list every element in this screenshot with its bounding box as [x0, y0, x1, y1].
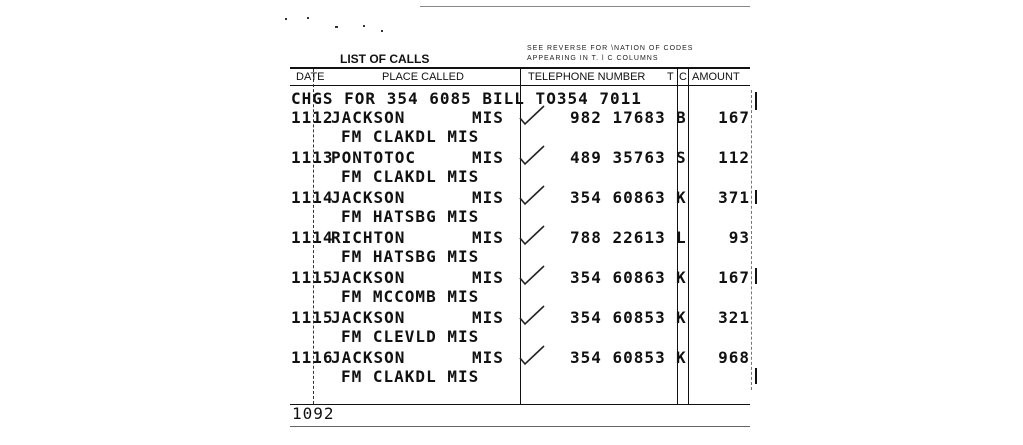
call-date: 1114 — [291, 228, 334, 247]
call-code: K — [676, 308, 687, 327]
amount-divider — [751, 90, 752, 390]
call-state: MIS — [472, 268, 504, 287]
call-date: 1116 — [291, 348, 334, 367]
checkmark-icon — [516, 262, 546, 286]
call-place: JACKSON — [331, 308, 406, 327]
call-number: 354 60863 — [570, 268, 666, 287]
call-amount: 167 — [718, 108, 750, 127]
checkmark-icon — [516, 142, 546, 166]
call-place: JACKSON — [331, 348, 406, 367]
checkmark-icon — [516, 222, 546, 246]
checkmark-icon — [516, 302, 546, 326]
call-number: 982 17683 — [570, 108, 666, 127]
footer-rule — [290, 404, 750, 405]
call-number: 354 60853 — [570, 348, 666, 367]
call-origin: FM HATSBG MIS — [341, 247, 480, 266]
call-number: 788 22613 — [570, 228, 666, 247]
call-date: 1115 — [291, 268, 334, 287]
reverse-note-line1: SEE REVERSE FOR \NATION OF CODES — [527, 45, 694, 52]
call-number: 489 35763 — [570, 148, 666, 167]
call-amount: 968 — [718, 348, 750, 367]
call-date: 1115 — [291, 308, 334, 327]
checkmark-icon — [516, 342, 546, 366]
col-header-telephone: TELEPHONE NUMBER — [528, 71, 646, 83]
call-state: MIS — [472, 308, 504, 327]
call-state: MIS — [472, 348, 504, 367]
call-place: RICHTON — [331, 228, 406, 247]
scan-marks — [285, 14, 405, 34]
reverse-note-line2: APPEARING IN T. l C COLUMNS — [527, 55, 659, 62]
call-amount: 93 — [728, 228, 750, 247]
call-code: K — [676, 188, 687, 207]
call-amount: 167 — [718, 268, 750, 287]
call-amount: 371 — [718, 188, 750, 207]
call-state: MIS — [472, 108, 504, 127]
checkmark-icon — [516, 102, 546, 126]
call-code: L — [676, 228, 687, 247]
call-origin: FM CLEVLD MIS — [341, 327, 480, 346]
col-header-amount: AMOUNT — [692, 71, 740, 83]
checkmark-icon — [516, 182, 546, 206]
c-divider — [688, 67, 689, 404]
call-code: S — [676, 148, 687, 167]
call-date: 1114 — [291, 188, 334, 207]
call-amount: 321 — [718, 308, 750, 327]
call-state: MIS — [472, 148, 504, 167]
col-header-c: C — [679, 71, 687, 83]
call-state: MIS — [472, 228, 504, 247]
call-place: JACKSON — [331, 108, 406, 127]
call-place: JACKSON — [331, 268, 406, 287]
col-header-t: T — [667, 71, 674, 83]
call-origin: FM MCCOMB MIS — [341, 287, 480, 306]
call-code: K — [676, 348, 687, 367]
footer-code: 1092 — [292, 404, 335, 423]
bottom-rule — [290, 426, 750, 427]
call-number: 354 60853 — [570, 308, 666, 327]
call-code: K — [676, 268, 687, 287]
list-title: LIST OF CALLS — [340, 52, 430, 66]
col-header-place: PLACE CALLED — [382, 71, 464, 83]
call-place: JACKSON — [331, 188, 406, 207]
call-code: B — [676, 108, 687, 127]
call-state: MIS — [472, 188, 504, 207]
col-header-date: DATE — [296, 71, 325, 83]
call-date: 1112 — [291, 108, 334, 127]
call-origin: FM CLAKDL MIS — [341, 167, 480, 186]
call-number: 354 60863 — [570, 188, 666, 207]
charges-line: CHGS FOR 354 6085 BILL TO354 7011 — [291, 89, 642, 108]
call-origin: FM HATSBG MIS — [341, 207, 480, 226]
call-amount: 112 — [718, 148, 750, 167]
call-origin: FM CLAKDL MIS — [341, 367, 480, 386]
call-place: PONTOTOC — [331, 148, 417, 167]
call-date: 1113 — [291, 148, 334, 167]
call-origin: FM CLAKDL MIS — [341, 127, 480, 146]
